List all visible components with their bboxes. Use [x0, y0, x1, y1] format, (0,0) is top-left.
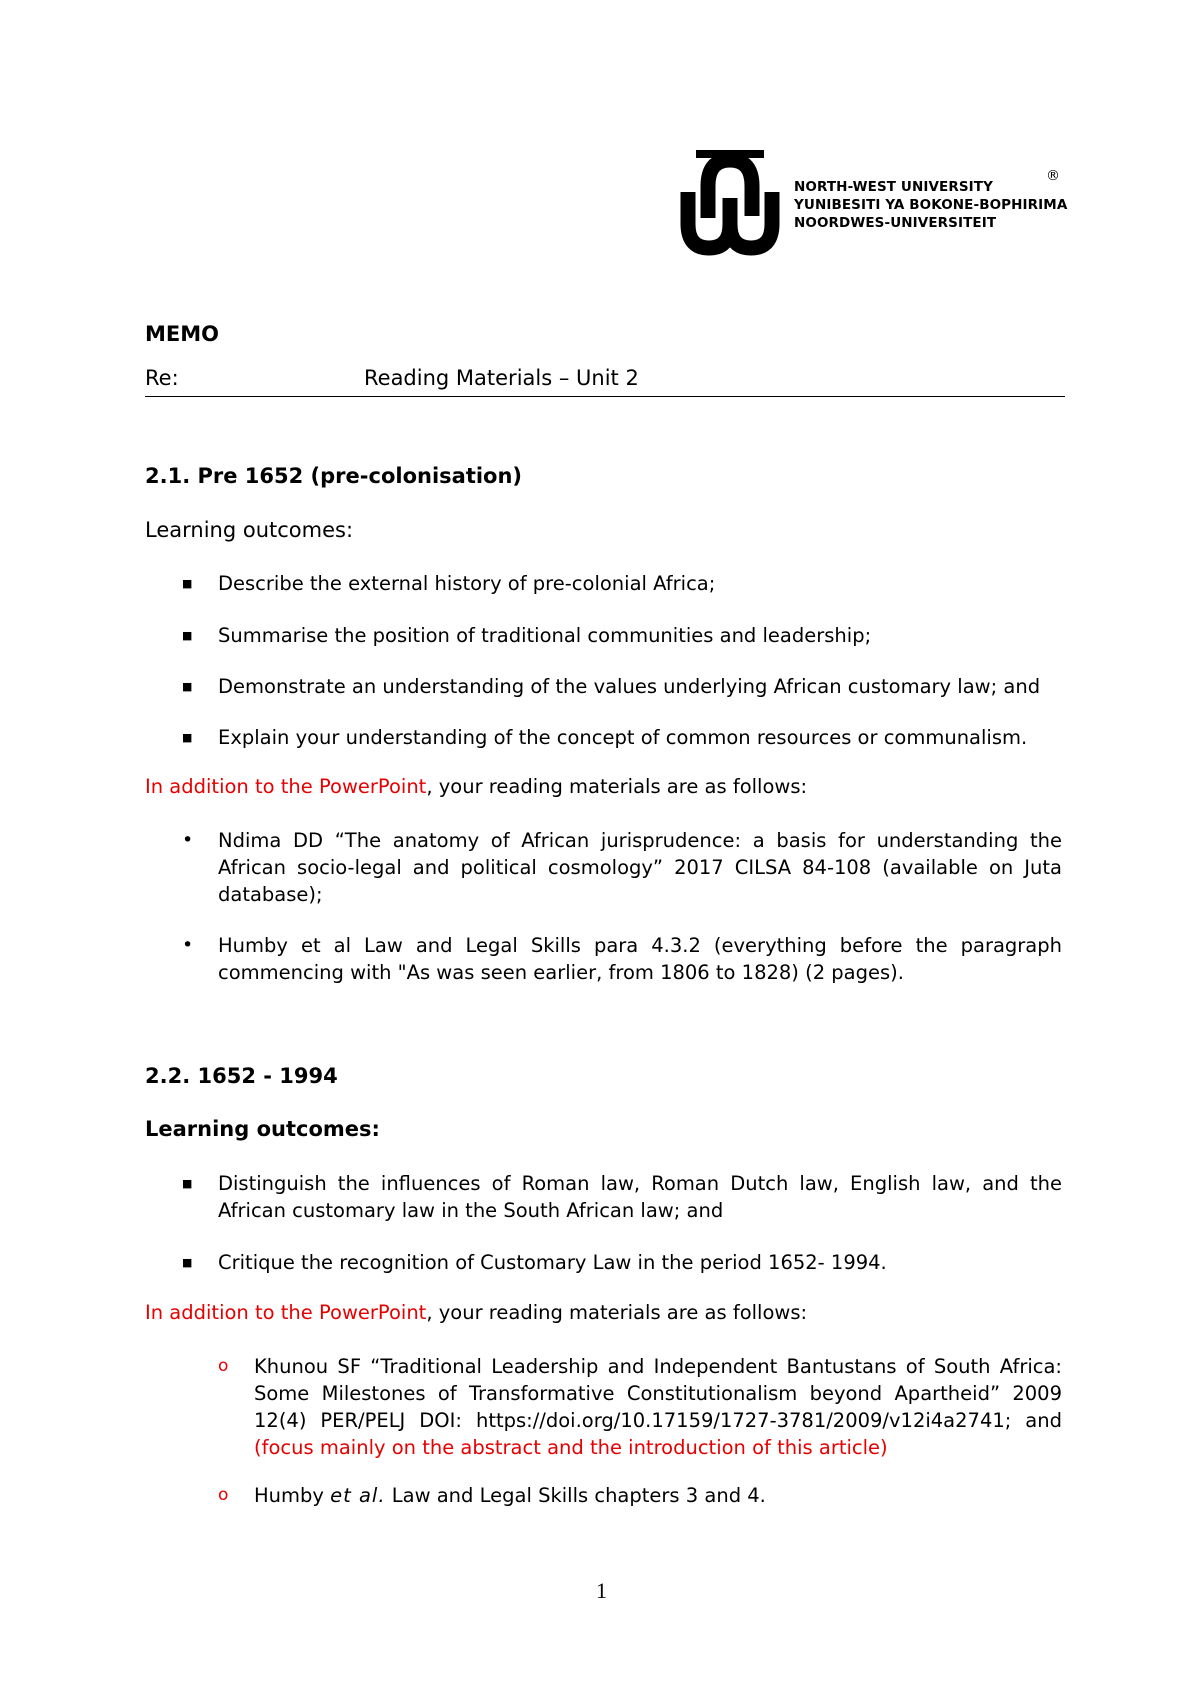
registered-mark: ® — [1046, 168, 1060, 184]
re-label: Re: — [145, 366, 179, 390]
powerpoint-note: In addition to the PowerPoint — [145, 1301, 427, 1324]
square-bullet-icon: ■ — [182, 629, 193, 642]
reading-author: Humby — [254, 1484, 331, 1507]
section-1-readings-intro — [145, 775, 807, 798]
section-2-outcome: Critique the recognition of Customary Law in the period 1652- 1994. — [218, 1251, 887, 1274]
powerpoint-note: In addition to the PowerPoint — [145, 775, 427, 798]
memo-title: MEMO — [145, 322, 219, 346]
circle-bullet-icon: o — [218, 1356, 229, 1376]
round-bullet-icon: • — [182, 934, 194, 956]
section-1-outcome: Describe the external history of pre-colonial Africa; — [218, 572, 716, 595]
readings-intro-text: , your reading materials are as follows: — [426, 1301, 808, 1324]
section-1-reading: Humby et al Law and Legal Skills para 4.3.2 (everything before the paragraph commencing with "As was seen earlier, from 1806 to 1828) (2 pages). — [218, 934, 1062, 984]
reading-citation: Khunou SF “Traditional Leadership and Independent Bantustans of South Africa: Some Milestones of Transformative Constitutionalism beyond Apartheid” 2009 12(4) PER/PELJ DOI: https://doi.org/10.17159/1727-3781/2009/v12i4a2741; and — [254, 1355, 1062, 1432]
page-number: 1 — [596, 1578, 607, 1603]
section-1-outcomes-label: Learning outcomes: — [145, 518, 354, 542]
reading-title: Law and Legal Skills chapters 3 and 4. — [385, 1484, 766, 1507]
section-2-heading: 2.2. 1652 - 1994 — [145, 1064, 338, 1088]
section-2-readings-intro — [145, 1301, 807, 1324]
reading-focus-note: (focus mainly on the abstract and the introduction of this article) — [254, 1436, 888, 1459]
section-1-outcome: Summarise the position of traditional communities and leadership; — [218, 624, 872, 647]
university-logo — [676, 146, 1072, 256]
re-subject: Reading Materials – Unit 2 — [364, 366, 639, 390]
square-bullet-icon: ■ — [182, 577, 193, 590]
round-bullet-icon: • — [182, 829, 194, 851]
logo-line-setswana: YUNIBESITI YA BOKONE-BOPHIRIMA — [794, 197, 1068, 213]
circle-bullet-icon: o — [218, 1485, 229, 1505]
square-bullet-icon: ■ — [182, 731, 193, 744]
section-1-reading: Ndima DD “The anatomy of African jurisprudence: a basis for understanding the African socio-legal and political cosmology” 2017 CILSA 84-108 (available on Juta database); — [218, 829, 1062, 906]
section-1-heading: 2.1. Pre 1652 (pre-colonisation) — [145, 464, 523, 488]
square-bullet-icon: ■ — [182, 680, 193, 693]
section-2-outcome: Distinguish the influences of Roman law, Roman Dutch law, English law, and the African customary law in the South African law; and — [218, 1172, 1062, 1222]
section-2-reading — [254, 1482, 1062, 1509]
reading-et-al: et al. — [330, 1484, 386, 1507]
logo-line-english: NORTH-WEST UNIVERSITY — [794, 179, 993, 195]
logo-line-afrikaans: NOORDWES-UNIVERSITEIT — [794, 215, 997, 231]
logo-text — [794, 178, 1067, 232]
section-2-reading — [254, 1353, 1062, 1461]
section-1-outcome: Explain your understanding of the concept of common resources or communalism. — [218, 726, 1028, 749]
square-bullet-icon: ■ — [182, 1256, 193, 1269]
section-2-outcomes-label: Learning outcomes: — [145, 1117, 380, 1141]
readings-intro-text: , your reading materials are as follows: — [426, 775, 808, 798]
re-line — [145, 366, 1065, 397]
nwu-logo-mark-icon — [676, 146, 784, 256]
section-1-outcome: Demonstrate an understanding of the values underlying African customary law; and — [218, 675, 1041, 698]
square-bullet-icon: ■ — [182, 1177, 193, 1190]
